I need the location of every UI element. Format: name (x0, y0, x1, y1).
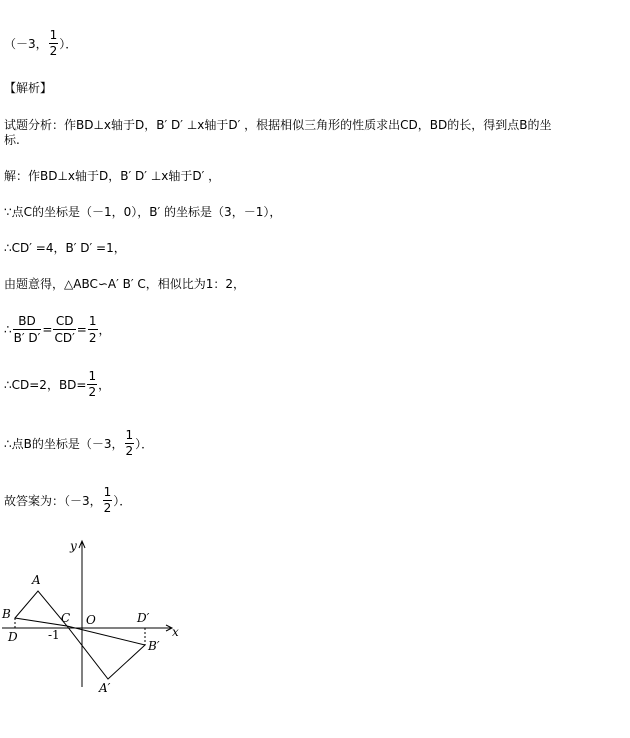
fraction-denominator: B′ D′ (13, 331, 41, 345)
fraction-denominator: 2 (125, 444, 134, 458)
fraction-denominator: 2 (88, 331, 97, 345)
coordinate-figure (0, 535, 200, 710)
solution-line-3: ∴CD′ =4，B′ D′ =1， (4, 241, 126, 255)
solution-line-2: ∵点C的坐标是（－1，0），B′ 的坐标是（3，－1）， (4, 205, 282, 219)
fraction-one-half (88, 313, 98, 346)
top-answer (4, 28, 77, 59)
fraction-one-half (87, 369, 97, 400)
fraction-numerator: 1 (88, 369, 97, 383)
fraction-one-half (125, 428, 135, 459)
label-d: D (8, 630, 18, 644)
label-c: C (61, 611, 71, 625)
fraction-numerator: 1 (103, 485, 112, 499)
fraction-numerator: 1 (49, 28, 58, 42)
punctuation: ， (98, 378, 111, 392)
fraction-denominator: 2 (103, 501, 112, 515)
solution-line-4: 由题意得，△ABC∽A′ B′ C，相似比为1：2， (4, 277, 246, 291)
fraction-one-half (103, 485, 113, 516)
solution-line-1: 解：作BD⊥x轴于D，B′ D′ ⊥x轴于D′ ， (4, 169, 221, 183)
label-o: O (86, 613, 96, 627)
therefore-symbol: ∴ (4, 322, 12, 337)
analysis-line-2: 标. (4, 133, 20, 147)
fraction-cd-over-cdp (53, 313, 75, 346)
punctuation: ）． (113, 494, 132, 508)
top-answer-suffix: ）． (59, 37, 78, 51)
fraction-denominator: CD′ (54, 331, 75, 345)
triangle-apbpc (67, 626, 145, 679)
label-d-prime: D′ (137, 611, 150, 625)
analysis-line-1: 试题分析：作BD⊥x轴于D，B′ D′ ⊥x轴于D′ ，根据相似三角形的性质求出CD，BD的长，得到点B的坐 (4, 118, 552, 132)
fraction-denominator: 2 (49, 44, 58, 58)
top-answer-fraction (49, 28, 59, 59)
fraction-numerator: 1 (88, 314, 97, 328)
final-answer-line (4, 485, 131, 516)
fraction-numerator: 1 (125, 428, 134, 442)
point-b-line (4, 428, 153, 459)
label-minus-one: -1 (48, 628, 60, 642)
equals-sign: = (76, 322, 87, 337)
cd-bd-line (4, 369, 110, 400)
ratio-equation (4, 313, 111, 346)
fraction-numerator: BD (18, 314, 36, 328)
label-b-prime: B′ (148, 639, 160, 653)
label-y: y (70, 539, 77, 553)
fraction-numerator: CD (55, 314, 74, 328)
label-a: A (32, 573, 41, 587)
label-b: B (2, 607, 11, 621)
fraction-denominator: 2 (88, 385, 97, 399)
equals-sign: = (42, 322, 53, 337)
fraction-bd-over-bpdp (13, 313, 42, 346)
top-answer-prefix: （－3， (4, 37, 48, 51)
cd-bd-text: ∴CD=2，BD= (4, 378, 87, 392)
final-answer-text: 故答案为：（－3， (4, 494, 102, 508)
point-b-text: ∴点B的坐标是（－3， (4, 437, 124, 451)
label-a-prime: A′ (99, 681, 111, 695)
section-title: 【解析】 (4, 81, 53, 95)
punctuation: ）． (135, 437, 154, 451)
label-x: x (172, 625, 179, 639)
punctuation: ， (98, 323, 111, 337)
triangle-abc (15, 591, 67, 626)
